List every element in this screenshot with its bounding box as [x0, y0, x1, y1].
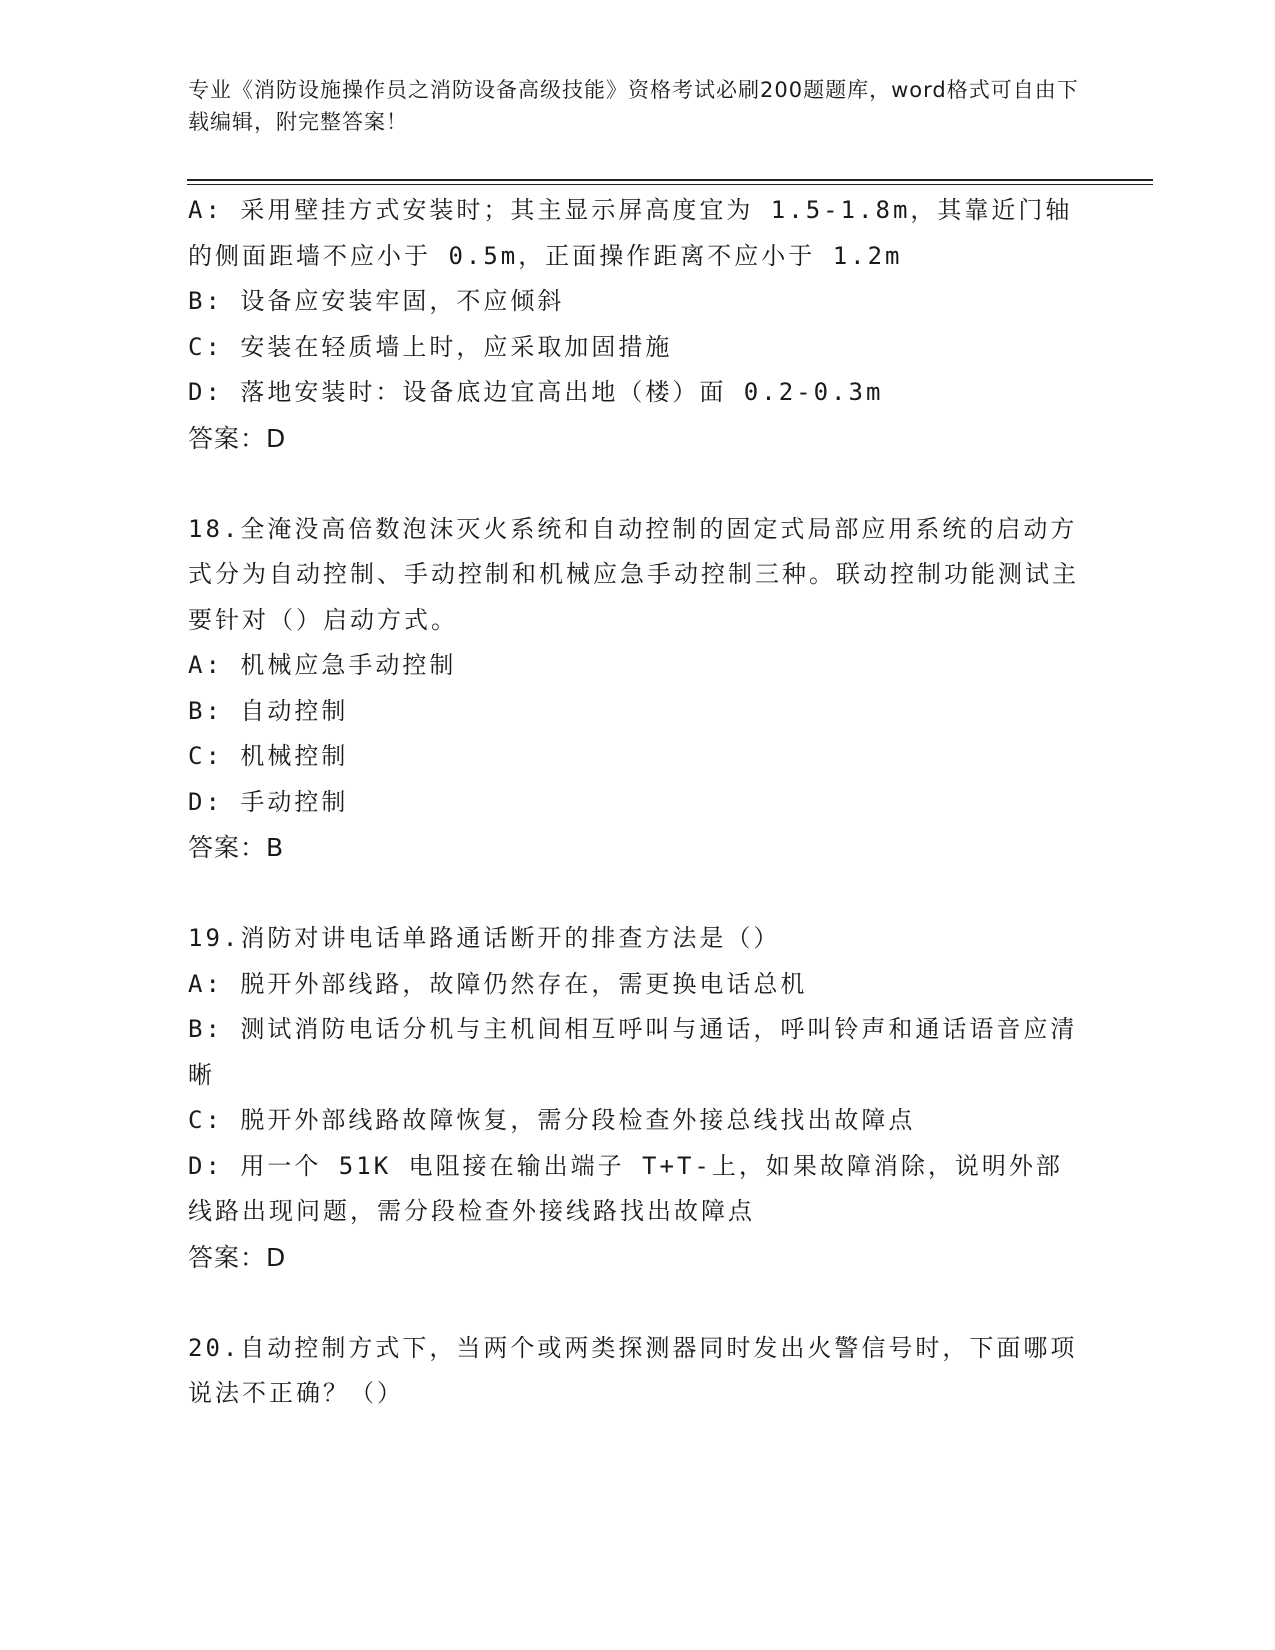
question-text: 19.消防对讲电话单路通话断开的排查方法是（） — [188, 924, 781, 952]
option-b: B: 自动控制 — [188, 696, 349, 725]
option-c: C: 机械控制 — [188, 742, 349, 770]
option-c: C: 安装在轻质墙上时，应采取加固措施 — [188, 332, 673, 361]
question-17-block — [188, 188, 1088, 461]
document-header — [188, 74, 1088, 138]
question-text: 18.全淹没高倍数泡沫灭火系统和自动控制的固定式局部应用系统的启动方式分为自动控制、手动控制和机械应急手动控制三种。联动控制功能测试主要针对（）启动方式。 — [188, 514, 1079, 634]
option-a: A: 采用壁挂方式安装时；其主显示屏高度宜为 1.5-1.8m，其靠近门轴的侧面距墙不应小于 0.5m，正面操作距离不应小于 1.2m — [188, 196, 1073, 270]
option-b: B: 设备应安装牢固，不应倾斜 — [188, 287, 565, 315]
answer-line: 答案：D — [188, 423, 287, 453]
option-a: A: 机械应急手动控制 — [188, 651, 457, 679]
question-20-block — [188, 1326, 1088, 1417]
question-18-block — [188, 507, 1088, 871]
spacer — [188, 1280, 1088, 1326]
option-d: D: 手动控制 — [188, 787, 349, 816]
header-text: 专业《消防设施操作员之消防设备高级技能》资格考试必刷200题题库，word格式可自由下载编辑，附完整答案！ — [188, 78, 1079, 134]
option-d: D: 用一个 51K 电阻接在输出端子 T+T-上，如果故障消除，说明外部线路出现问题，需分段检查外接线路找出故障点 — [188, 1151, 1063, 1225]
answer-line: 答案：D — [188, 1242, 287, 1272]
header-rule-thick — [187, 179, 1153, 181]
question-19-block — [188, 916, 1088, 1280]
option-c: C: 脱开外部线路故障恢复，需分段检查外接总线找出故障点 — [188, 1106, 916, 1134]
answer-line: 答案：B — [188, 833, 285, 862]
option-d: D: 落地安装时：设备底边宜高出地（楼）面 0.2-0.3m — [188, 378, 884, 406]
option-b: B: 测试消防电话分机与主机间相互呼叫与通话，呼叫铃声和通话语音应清晰 — [188, 1015, 1078, 1089]
header-rule-thin — [187, 184, 1153, 185]
spacer — [188, 461, 1088, 507]
question-content — [188, 188, 1088, 1417]
question-text: 20.自动控制方式下，当两个或两类探测器同时发出火警信号时，下面哪项说法不正确？（） — [188, 1333, 1078, 1407]
spacer — [188, 871, 1088, 917]
option-a: A: 脱开外部线路，故障仍然存在，需更换电话总机 — [188, 969, 808, 998]
